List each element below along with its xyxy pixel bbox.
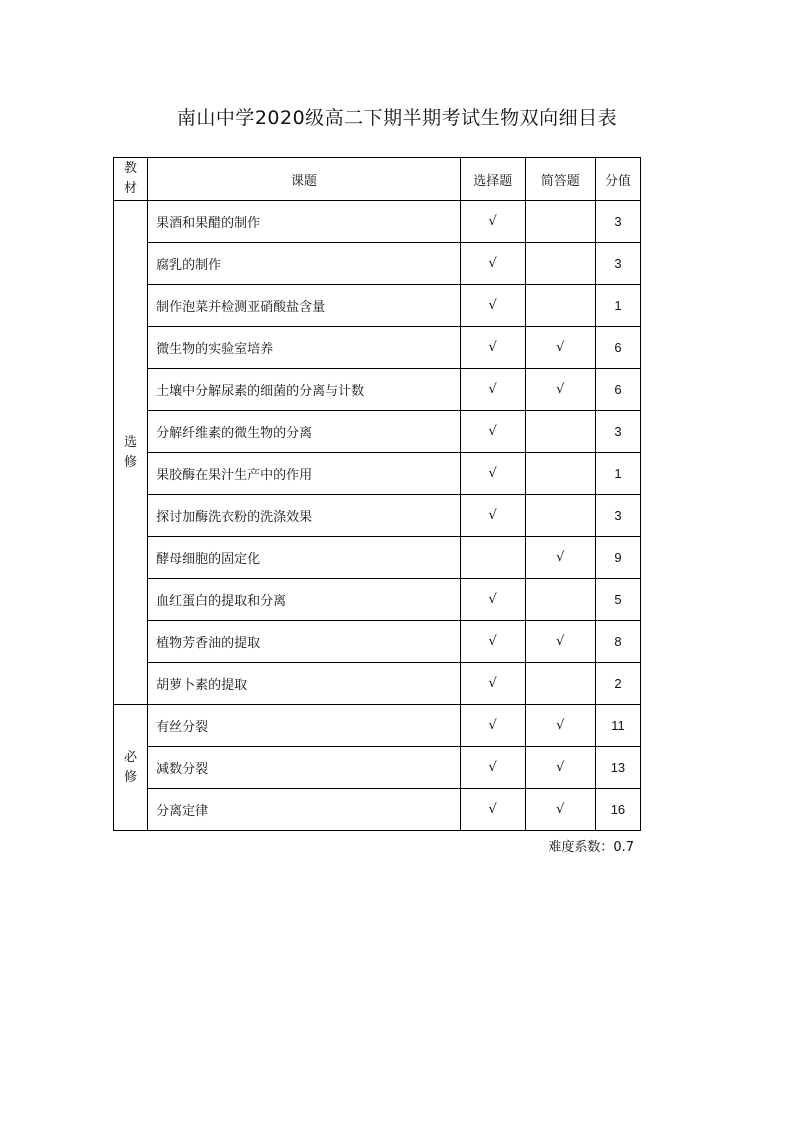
choice-mark-cell: √ (460, 705, 525, 747)
topic-cell: 血红蛋白的提取和分离 (148, 579, 461, 621)
table-row (114, 579, 641, 621)
score-cell: 3 (595, 411, 640, 453)
header-topic: 课题 (148, 158, 461, 201)
choice-mark-cell: √ (460, 285, 525, 327)
choice-mark-cell: √ (460, 243, 525, 285)
table-row (114, 243, 641, 285)
difficulty-note: 难度系数：0.7 (548, 840, 634, 855)
short-answer-mark-cell: √ (525, 369, 595, 411)
topic-cell: 分解纤维素的微生物的分离 (148, 411, 461, 453)
short-answer-mark-cell (525, 453, 595, 495)
header-choice: 选择题 (460, 158, 525, 201)
table-row (114, 411, 641, 453)
short-answer-mark-cell: √ (525, 789, 595, 831)
material-group-cell (114, 705, 148, 831)
header-short-answer: 简答题 (525, 158, 595, 201)
score-cell: 2 (595, 663, 640, 705)
short-answer-mark-cell: √ (525, 747, 595, 789)
material-group-cell (114, 201, 148, 705)
header-material (114, 158, 148, 201)
choice-mark-cell: √ (460, 621, 525, 663)
table-body (114, 201, 641, 831)
material-group-label: 选 修 (124, 434, 138, 470)
topic-cell: 减数分裂 (148, 747, 461, 789)
choice-mark-cell: √ (460, 369, 525, 411)
choice-mark-cell: √ (460, 327, 525, 369)
score-cell: 9 (595, 537, 640, 579)
choice-mark-cell: √ (460, 747, 525, 789)
topic-cell: 有丝分裂 (148, 705, 461, 747)
choice-mark-cell: √ (460, 201, 525, 243)
score-cell: 6 (595, 369, 640, 411)
short-answer-mark-cell: √ (525, 327, 595, 369)
score-cell: 8 (595, 621, 640, 663)
topic-cell: 腐乳的制作 (148, 243, 461, 285)
score-cell: 11 (595, 705, 640, 747)
score-cell: 13 (595, 747, 640, 789)
choice-mark-cell: √ (460, 453, 525, 495)
score-cell: 1 (595, 285, 640, 327)
topic-cell: 酵母细胞的固定化 (148, 537, 461, 579)
specification-table (113, 157, 641, 831)
short-answer-mark-cell (525, 579, 595, 621)
material-group-label: 必 修 (124, 749, 138, 785)
header-score: 分值 (595, 158, 640, 201)
table-row (114, 747, 641, 789)
table-row (114, 705, 641, 747)
table-row (114, 495, 641, 537)
score-cell: 6 (595, 327, 640, 369)
topic-cell: 植物芳香油的提取 (148, 621, 461, 663)
choice-mark-cell: √ (460, 495, 525, 537)
score-cell: 16 (595, 789, 640, 831)
score-cell: 3 (595, 495, 640, 537)
topic-cell: 分离定律 (148, 789, 461, 831)
header-row (114, 158, 641, 201)
short-answer-mark-cell: √ (525, 705, 595, 747)
short-answer-mark-cell (525, 243, 595, 285)
score-cell: 5 (595, 579, 640, 621)
table-row (114, 663, 641, 705)
short-answer-mark-cell (525, 663, 595, 705)
short-answer-mark-cell (525, 285, 595, 327)
score-cell: 3 (595, 201, 640, 243)
short-answer-mark-cell (525, 495, 595, 537)
topic-cell: 果酒和果醋的制作 (148, 201, 461, 243)
header-material-label: 教 材 (124, 161, 138, 196)
table-row (114, 327, 641, 369)
topic-cell: 探讨加酶洗衣粉的洗涤效果 (148, 495, 461, 537)
topic-cell: 制作泡菜并检测亚硝酸盐含量 (148, 285, 461, 327)
score-cell: 1 (595, 453, 640, 495)
choice-mark-cell: √ (460, 789, 525, 831)
table-row (114, 369, 641, 411)
short-answer-mark-cell: √ (525, 621, 595, 663)
choice-mark-cell (460, 537, 525, 579)
short-answer-mark-cell: √ (525, 537, 595, 579)
table-row (114, 201, 641, 243)
page-title: 南山中学2020级高二下期半期考试生物双向细目表 (176, 107, 618, 129)
choice-mark-cell: √ (460, 579, 525, 621)
topic-cell: 果胶酶在果汁生产中的作用 (148, 453, 461, 495)
choice-mark-cell: √ (460, 663, 525, 705)
table-row (114, 537, 641, 579)
topic-cell: 微生物的实验室培养 (148, 327, 461, 369)
topic-cell: 土壤中分解尿素的细菌的分离与计数 (148, 369, 461, 411)
table-row (114, 285, 641, 327)
choice-mark-cell: √ (460, 411, 525, 453)
topic-cell: 胡萝卜素的提取 (148, 663, 461, 705)
score-cell: 3 (595, 243, 640, 285)
table-row (114, 453, 641, 495)
short-answer-mark-cell (525, 411, 595, 453)
short-answer-mark-cell (525, 201, 595, 243)
table-row (114, 621, 641, 663)
table-row (114, 789, 641, 831)
